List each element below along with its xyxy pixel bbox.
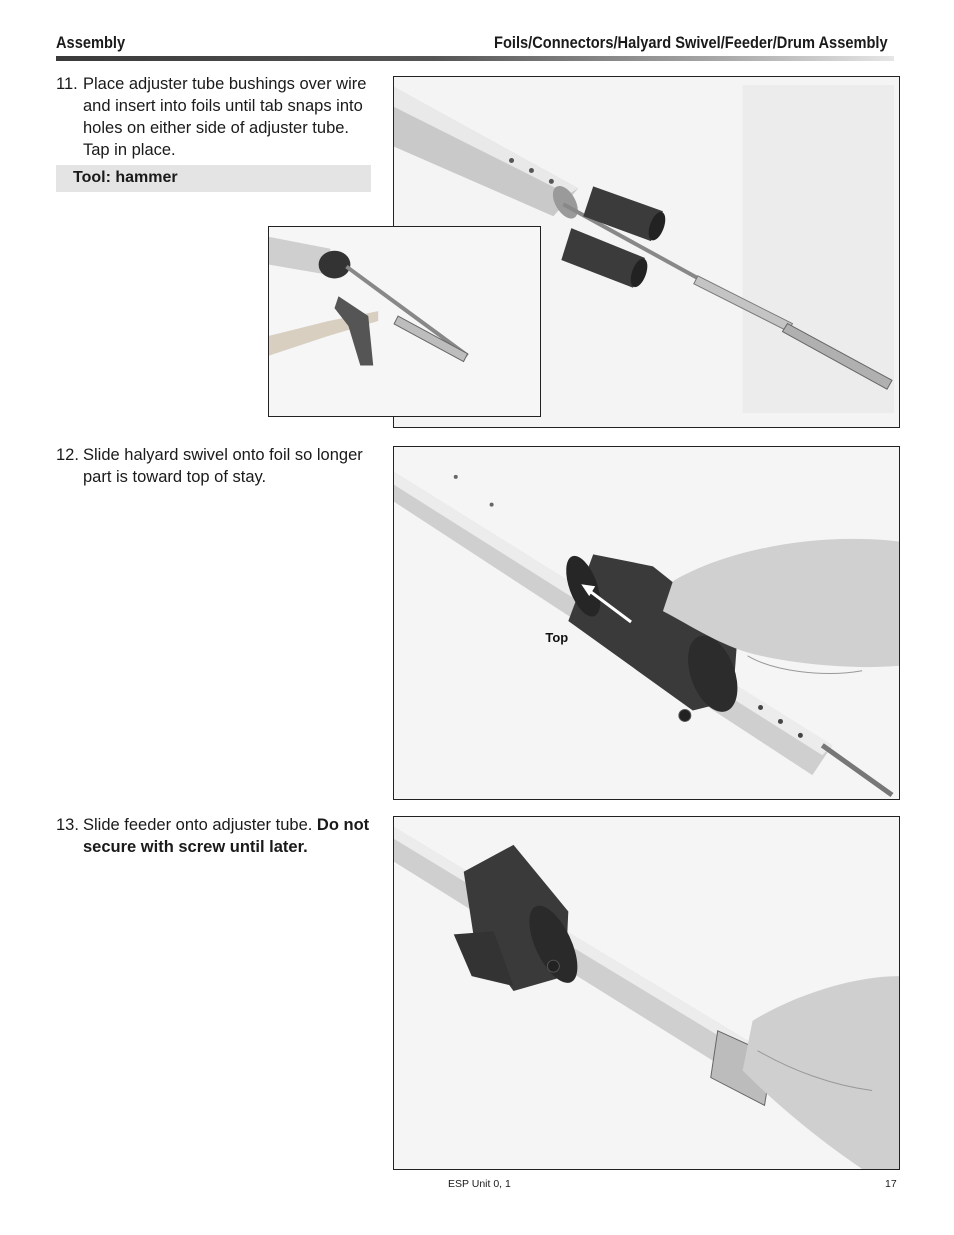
figure-13-feeder-photo	[393, 816, 900, 1170]
tool-label: Tool: hammer	[73, 169, 178, 186]
step-11	[56, 73, 374, 161]
step-11-text: Place adjuster tube bushings over wire and insert into foils until tab snaps into holes on either side of adjuster tube. Tap in place.	[83, 75, 367, 159]
step-13-warning: Do not secure with screw until later.	[83, 816, 370, 856]
step-13-text: Slide feeder onto adjuster tube.	[83, 816, 317, 834]
step-12-text: Slide halyard swivel onto foil so longer part is toward top of stay.	[83, 446, 363, 486]
top-label: Top	[545, 629, 569, 645]
page-number: 17	[885, 1178, 897, 1190]
figure-11-hammer-inset	[268, 226, 541, 417]
tool-callout	[56, 165, 371, 192]
section-title: Assembly	[56, 33, 126, 52]
figure-12-halyard-swivel-photo	[393, 446, 900, 800]
step-12	[56, 444, 374, 488]
step-13-number: 13.	[56, 816, 79, 834]
step-11-number: 11.	[56, 75, 78, 93]
step-13	[56, 814, 374, 858]
page-title: Foils/Connectors/Halyard Swivel/Feeder/Drum Assembly	[494, 33, 888, 52]
step-12-number: 12.	[56, 446, 79, 464]
header-rule	[56, 56, 894, 61]
footer-unit: ESP Unit 0, 1	[448, 1178, 511, 1190]
